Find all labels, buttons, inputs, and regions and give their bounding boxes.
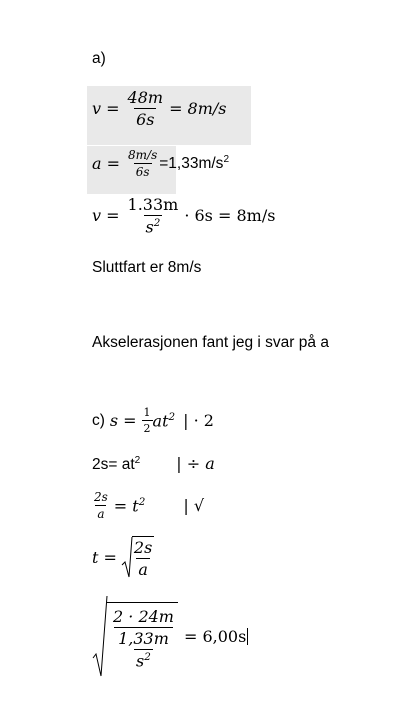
velocity-equation-2 bbox=[92, 195, 275, 236]
eq-v2-fraction bbox=[126, 195, 181, 236]
c-eq1-at bbox=[153, 411, 176, 430]
eq-v1-numerator: 48m bbox=[127, 88, 164, 107]
c-eq5-inner-den-exponent: 2 bbox=[144, 650, 151, 663]
eq-a-numerator: 8m/s bbox=[128, 148, 158, 162]
acceleration-equation bbox=[92, 148, 229, 179]
part-c-equation-1 bbox=[92, 406, 214, 435]
eq-v1-lhs: v = bbox=[92, 99, 120, 118]
eq-v1-rhs: = 8m/s bbox=[169, 99, 227, 118]
c-eq5-inner-den-base: s bbox=[136, 651, 145, 671]
eq-v1-fraction bbox=[126, 88, 166, 129]
c-eq5-inner-numerator: 1,33m bbox=[118, 628, 169, 648]
part-c-label: c) bbox=[92, 411, 105, 429]
c-eq3-op: | √ bbox=[183, 496, 205, 515]
eq-a-rhs-exponent: 2 bbox=[223, 153, 230, 165]
c-eq5-outer-denominator bbox=[114, 627, 173, 670]
eq-a-fraction bbox=[126, 148, 159, 179]
c-eq2-exponent: 2 bbox=[134, 454, 141, 466]
eq-v2-numerator: 1.33m bbox=[127, 195, 179, 214]
eq-a-rhs bbox=[159, 154, 229, 173]
part-c-equation-2 bbox=[92, 454, 215, 474]
c-eq4-lhs: t = bbox=[92, 547, 117, 567]
eq-a-lhs: a = bbox=[92, 154, 121, 173]
eq-a-rhs-text: =1,33m/s bbox=[159, 155, 224, 173]
c-eq1-half bbox=[142, 406, 153, 435]
c-eq5-rhs: = 6,00s bbox=[183, 626, 247, 646]
c-eq3-fraction bbox=[92, 490, 110, 521]
c-eq1-op: | · 2 bbox=[183, 411, 214, 430]
c-eq4-denominator: a bbox=[138, 559, 148, 579]
part-c-equation-3 bbox=[92, 490, 204, 521]
c-eq5-inner-denominator bbox=[134, 649, 153, 670]
eq-v1-denominator: 6s bbox=[136, 110, 155, 129]
c-eq5-outer-fraction bbox=[107, 602, 178, 670]
c-eq4-fraction bbox=[132, 536, 154, 579]
c-eq3-rhs bbox=[114, 496, 146, 515]
c-eq5-sqrt bbox=[92, 594, 178, 678]
part-c-equation-5 bbox=[92, 594, 248, 678]
c-eq2-op-text: | ÷ bbox=[176, 454, 206, 473]
c-eq1-at-text: at bbox=[152, 411, 169, 431]
eq-v2-lhs: v = bbox=[92, 206, 120, 226]
c-eq2-op-var: a bbox=[205, 454, 215, 473]
c-eq4-sqrt bbox=[121, 535, 154, 579]
text-cursor bbox=[247, 628, 248, 645]
final-speed-text: Sluttfart er 8m/s bbox=[92, 259, 202, 276]
c-eq4-numerator: 2s bbox=[133, 537, 153, 557]
eq-v2-den-exponent: 2 bbox=[153, 217, 161, 229]
acceleration-text: Akselerasjonen fant jeg i svar på a bbox=[92, 334, 329, 351]
c-eq1-exponent: 2 bbox=[168, 410, 176, 423]
c-eq3-exponent: 2 bbox=[138, 495, 146, 508]
c-eq5-inner-fraction bbox=[116, 629, 171, 670]
eq-v2-den-base: s bbox=[145, 217, 154, 237]
eq-v2-rhs: · 6s = 8m/s bbox=[184, 206, 276, 226]
c-eq3-denominator: a bbox=[97, 507, 105, 521]
part-c-equation-4 bbox=[92, 535, 154, 579]
c-eq2-lhs-text: 2s= at bbox=[92, 456, 135, 473]
c-eq2-lhs bbox=[92, 455, 140, 474]
velocity-equation-1 bbox=[92, 88, 227, 129]
c-eq1-s: s bbox=[109, 411, 119, 430]
c-eq3-rhs-text: = t bbox=[113, 496, 139, 516]
c-eq1-equals: = bbox=[123, 411, 137, 430]
big-sqrt-sign-icon bbox=[92, 594, 108, 678]
c-eq1-half-num: 1 bbox=[143, 406, 151, 419]
c-eq2-op bbox=[176, 454, 215, 473]
c-eq1-half-den: 2 bbox=[143, 422, 151, 435]
c-eq3-numerator: 2s bbox=[94, 490, 108, 504]
part-a-label: a) bbox=[92, 50, 106, 67]
c-eq5-outer-numerator: 2 · 24m bbox=[113, 606, 174, 626]
eq-v2-denominator bbox=[144, 215, 163, 236]
eq-a-denominator: 6s bbox=[135, 165, 150, 179]
